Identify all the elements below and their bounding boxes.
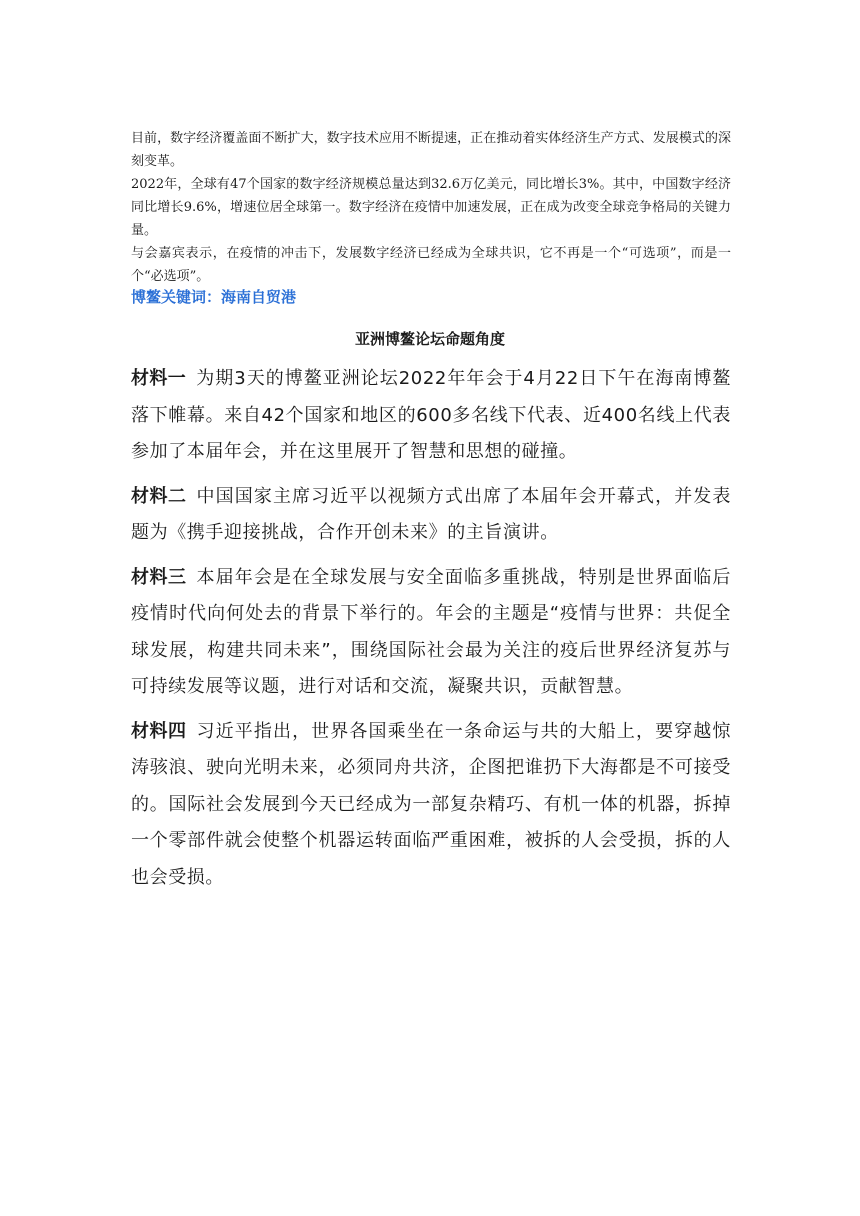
section-title: 亚洲博鳌论坛命题角度	[354, 330, 505, 348]
material-item	[131, 361, 731, 471]
intro-text-1: 目前，数字经济覆盖面不断扩大，数字技术应用不断提速，正在推动着实体经济生产方式、发展模式的深刻变革。	[131, 131, 731, 169]
intro-text-2: 2022年，全球有47个国家的数字经济规模总量达到32.6万亿美元，同比增长3%。其中，中国数字经济同比增长9.6%，增速位居全球第一。数字经济在疫情中加速发展，正在成为改变全球竞争格局的关键力量。	[131, 177, 731, 238]
material-text: 习近平指出，世界各国乘坐在一条命运与共的大船上，要穿越惊涛骇浪、驶向光明未来，必须同舟共济，企图把谁扔下大海都是不可接受的。国际社会发展到今天已经成为一部复杂精巧、有机一体的机器，拆掉一个零部件就会使整个机器运转面临严重困难，被拆的人会受损，拆的人也会受损。	[131, 720, 732, 888]
material-item	[131, 714, 731, 897]
material-label: 材料一	[131, 368, 187, 389]
intro-paragraph-3	[131, 242, 731, 288]
keyword-heading: 博鳌关键词：海南自贸港	[131, 288, 297, 306]
material-text: 为期3天的博鳌亚洲论坛2022年年会于4月22日下午在海南博鳌落下帷幕。来自42个国家和地区的600多名线下代表、近400名线上代表参加了本届年会，并在这里展开了智慧和思想的碰撞。	[131, 368, 731, 462]
material-label: 材料四	[131, 720, 187, 742]
material-item	[131, 560, 731, 706]
intro-paragraph-2	[131, 173, 731, 242]
material-item	[131, 479, 731, 552]
material-text: 中国国家主席习近平以视频方式出席了本届年会开幕式，并发表题为《携手迎接挑战，合作开创未来》的主旨演讲。	[131, 485, 732, 543]
intro-text-3: 与会嘉宾表示，在疫情的冲击下，发展数字经济已经成为全球共识，它不再是一个“可选项”，而是一个“必选项”。	[131, 246, 731, 284]
material-label: 材料三	[131, 566, 187, 588]
material-label: 材料二	[131, 485, 187, 507]
intro-paragraph-1	[131, 127, 731, 173]
materials-list	[131, 361, 731, 904]
material-text: 本届年会是在全球发展与安全面临多重挑战，特别是世界面临后疫情时代向何处去的背景下举行的。年会的主题是“疫情与世界：共促全球发展，构建共同未来”，围绕国际社会最为关注的疫后世界经济复苏与可持续发展等议题，进行对话和交流，凝聚共识，贡献智慧。	[131, 566, 732, 697]
